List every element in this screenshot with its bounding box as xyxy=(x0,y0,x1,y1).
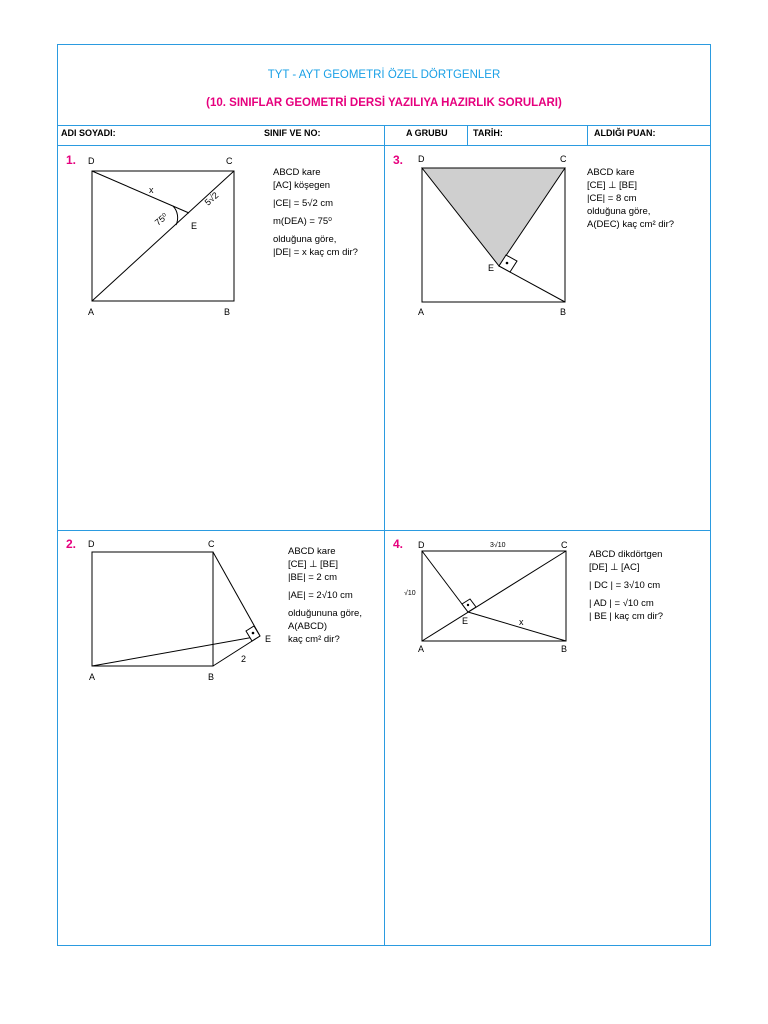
question-2-line: |BE| = 2 cm xyxy=(288,572,338,583)
question-3-line: |CE| = 8 cm xyxy=(587,193,637,204)
date-label: TARİH: xyxy=(473,128,503,138)
label-c: C xyxy=(208,539,215,549)
label-b: B xyxy=(208,672,215,682)
question-2-line: ABCD kare xyxy=(288,546,336,557)
question-4-number: 4. xyxy=(393,537,404,551)
worksheet-title: TYT - AYT GEOMETRİ ÖZEL DÖRTGENLER xyxy=(267,69,501,81)
question-1-line: m(DEA) = 75⁰ xyxy=(273,216,332,227)
label-x: x xyxy=(149,185,154,195)
label-e: E xyxy=(191,221,198,231)
group-label: A GRUBU xyxy=(406,128,448,138)
label-d: D xyxy=(88,539,95,549)
label-b: B xyxy=(560,307,567,317)
question-3-line: olduğuna göre, xyxy=(587,206,651,217)
label-c: C xyxy=(226,156,233,166)
question-3-line: A(DEC) kaç cm² dir? xyxy=(587,219,675,230)
label-a: A xyxy=(418,644,425,654)
name-label: ADI SOYADI: xyxy=(61,128,116,138)
label-a: A xyxy=(418,307,425,317)
question-1-line: olduğuna göre, xyxy=(273,234,337,245)
label-e: E xyxy=(462,616,469,626)
question-2-line: A(ABCD) xyxy=(288,621,328,632)
label-b: B xyxy=(561,644,568,654)
question-3-line: ABCD kare xyxy=(587,167,635,178)
question-4-line: | BE | kaç cm dir? xyxy=(589,611,664,622)
label-b: B xyxy=(224,307,231,317)
question-1-line: [AC] köşegen xyxy=(273,180,331,191)
right-angle-dot xyxy=(467,604,469,606)
label-dc-length: 3√10 xyxy=(490,542,506,549)
label-c: C xyxy=(560,154,567,164)
segment-de xyxy=(422,551,468,612)
question-2-number: 2. xyxy=(66,537,77,551)
label-a: A xyxy=(88,307,95,317)
question-2-line: |AE| = 2√10 cm xyxy=(288,590,353,601)
label-e: E xyxy=(488,263,495,273)
label-c: C xyxy=(561,540,568,550)
question-3-number: 3. xyxy=(393,153,404,167)
label-d: D xyxy=(418,154,425,164)
label-ce-length: 5√2 xyxy=(202,190,221,208)
question-2-line: olduğununa göre, xyxy=(288,608,362,619)
question-4-line: | DC | = 3√10 cm xyxy=(589,580,661,591)
question-4-text xyxy=(589,548,663,623)
diagonal-ac xyxy=(422,551,566,641)
label-d: D xyxy=(418,540,425,550)
question-2-line: [CE] ⊥ [BE] xyxy=(288,559,338,570)
question-1-line: |CE| = 5√2 cm xyxy=(273,198,334,209)
label-x: x xyxy=(519,617,524,627)
worksheet xyxy=(57,44,711,946)
worksheet-subtitle: (10. SINIFLAR GEOMETRİ DERSİ YAZILIYA HAZIRLIK SORULARI) xyxy=(206,97,562,109)
question-1-number: 1. xyxy=(66,153,77,167)
label-d: D xyxy=(88,156,95,166)
label-angle-75: 75⁰ xyxy=(152,211,170,228)
question-4-line: | AD | = √10 cm xyxy=(589,598,654,609)
score-label: ALDIĞI PUAN: xyxy=(594,128,656,138)
class-no-label: SINIF VE NO: xyxy=(264,128,321,138)
question-1-line: ABCD kare xyxy=(273,167,321,178)
label-e: E xyxy=(265,634,272,644)
question-1-line: |DE| = x kaç cm dir? xyxy=(273,247,358,258)
question-2-line: kaç cm² dir? xyxy=(288,634,340,645)
label-a: A xyxy=(89,672,96,682)
question-4-line: ABCD dikdörtgen xyxy=(589,549,663,560)
label-ad-length: √10 xyxy=(404,590,416,597)
question-4-figure xyxy=(58,45,712,947)
segment-eb xyxy=(468,612,566,641)
question-4-line: [DE] ⊥ [AC] xyxy=(589,562,640,573)
question-3-line: [CE] ⊥ [BE] xyxy=(587,180,637,191)
label-be-length: 2 xyxy=(241,654,247,664)
